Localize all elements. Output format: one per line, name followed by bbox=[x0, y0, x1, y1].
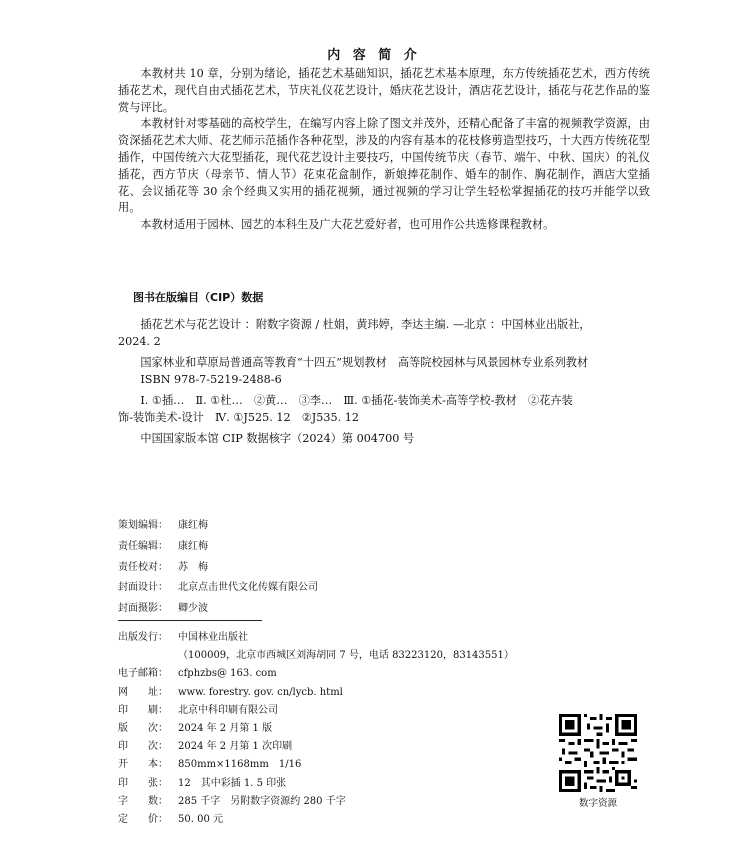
cip-heading: 图书在版编目（CIP）数据 bbox=[133, 291, 264, 304]
staff-row bbox=[118, 537, 318, 558]
pub-value: 12 其中彩插 1. 5 印张 bbox=[178, 777, 287, 789]
qr-label: 数字资源 bbox=[578, 798, 617, 809]
pub-label: 开 本： bbox=[118, 759, 168, 771]
pub-label: 印 张： bbox=[118, 777, 168, 789]
staff-label: 责任编辑： bbox=[118, 540, 168, 552]
staff-label: 封面设计： bbox=[118, 582, 168, 594]
pub-row bbox=[118, 702, 514, 720]
intro-paragraph: 本教材针对零基础的高校学生，在编写内容上除了图文并茂外，还精心配备了丰富的视频教学资源，由资深插花艺术大师、花艺师示范插作各种花型，涉及的内容有基本的花枝修剪造型技巧，十大西方传统花型插作，中国传统六大花型插花，现代花艺设计主要技巧，中国传统节庆（春节、端午、中秋、国庆）的礼仪插花，西方节庆（母亲节、情人节）花束花盒制作，新娘捧花制作、婚车的制作、胸花制作，酒店大堂插花、会议插花等 30 余个经典又实用的插花视频，通过视频的学习让学生轻松掌握插花的技巧并能学以致用。 bbox=[118, 117, 650, 215]
cip-section bbox=[118, 316, 650, 451]
staff-label: 责任校对： bbox=[118, 561, 168, 573]
pub-row bbox=[118, 665, 514, 683]
pub-value: 2024 年 2 月第 1 次印刷 bbox=[178, 741, 293, 753]
pub-row bbox=[118, 738, 514, 756]
pub-value: 50. 00 元 bbox=[178, 814, 223, 826]
staff-value: 卿少波 bbox=[178, 603, 208, 615]
intro-title: 内 容 简 介 bbox=[327, 48, 421, 63]
pub-value: 中国林业出版社 bbox=[178, 632, 248, 643]
pub-row bbox=[118, 629, 514, 647]
cip-line: 国家林业和草原局普通高等教育“十四五”规划教材 高等院校园林与风景园林专业系列教材 bbox=[140, 356, 589, 369]
pub-row bbox=[118, 811, 514, 829]
cip-line: Ⅰ. ①插… Ⅱ. ①杜… ②黄… ③李… Ⅲ. ①插花-装饰美术-高等学校-教材 ②花卉装 bbox=[140, 394, 573, 407]
pub-value: 北京中科印刷有限公司 bbox=[178, 704, 278, 716]
cip-line: 中国国家版本馆 CIP 数据核字（2024）第 004700 号 bbox=[140, 432, 415, 445]
intro-section bbox=[118, 66, 650, 234]
pub-value: 850mm×1168mm 1/16 bbox=[178, 759, 302, 771]
pub-row bbox=[118, 720, 514, 738]
intro-paragraph: 本教材共 10 章，分别为绪论，插花艺术基础知识，插花艺术基本原理，东方传统插花艺术，西方传统插花艺术，现代自由式插花艺术，节庆礼仪花艺设计，婚庆花艺设计，酒店花艺设计，插花与花艺作品的鉴赏与评比。 bbox=[118, 67, 650, 114]
pub-value: www. forestry. gov. cn/lycb. html bbox=[178, 686, 343, 698]
qr-code-icon[interactable] bbox=[559, 714, 637, 792]
staff-value: 北京点击世代文化传媒有限公司 bbox=[178, 582, 318, 594]
pub-label: 字 数： bbox=[118, 795, 168, 807]
staff-row bbox=[118, 558, 318, 579]
pub-label: 电子邮箱： bbox=[118, 668, 168, 680]
staff-label: 封面摄影： bbox=[118, 603, 168, 615]
staff-row bbox=[118, 599, 318, 620]
publication-info bbox=[118, 629, 514, 829]
cip-line: ISBN 978-7-5219-2488-6 bbox=[140, 373, 282, 386]
cip-line: 2024. 2 bbox=[118, 335, 161, 348]
staff-value: 康红梅 bbox=[178, 540, 208, 552]
pub-address: （100009，北京市西城区刘海胡同 7 号，电话 83223120，83143551） bbox=[178, 650, 514, 662]
intro-paragraph: 本教材适用于园林、园艺的本科生及广大花艺爱好者，也可用作公共选修课程教材。 bbox=[140, 218, 555, 232]
staff-label: 策划编辑： bbox=[118, 520, 168, 531]
cip-line: 插花艺术与花艺设计 ：附数字资源 / 杜娟，黄玮婷，李达主编. —北京 ：中国林业出版社， bbox=[140, 318, 591, 331]
pub-label: 印 次： bbox=[118, 741, 168, 753]
pub-label: 出版发行： bbox=[118, 632, 168, 643]
pub-value: 285 千字 另附数字资源约 280 千字 bbox=[178, 795, 346, 807]
staff-value: 苏 梅 bbox=[178, 561, 208, 573]
pub-value: cfphzbs@ 163. com bbox=[178, 668, 277, 680]
pub-label: 印 刷： bbox=[118, 704, 168, 716]
divider bbox=[118, 620, 262, 621]
pub-label: 网 址： bbox=[118, 686, 168, 698]
pub-value: 2024 年 2 月第 1 版 bbox=[178, 723, 273, 735]
pub-label: 定 价： bbox=[118, 814, 168, 826]
pub-label: 版 次： bbox=[118, 723, 168, 735]
pub-row bbox=[118, 775, 514, 793]
staff-list bbox=[118, 516, 318, 620]
cip-line: 饰-装饰美术-设计 Ⅳ. ①J525. 12 ②J535. 12 bbox=[118, 411, 359, 424]
staff-value: 康红梅 bbox=[178, 520, 208, 531]
pub-row bbox=[118, 684, 514, 702]
pub-row bbox=[118, 756, 514, 774]
staff-row bbox=[118, 578, 318, 599]
pub-row bbox=[118, 793, 514, 811]
staff-row bbox=[118, 516, 318, 537]
